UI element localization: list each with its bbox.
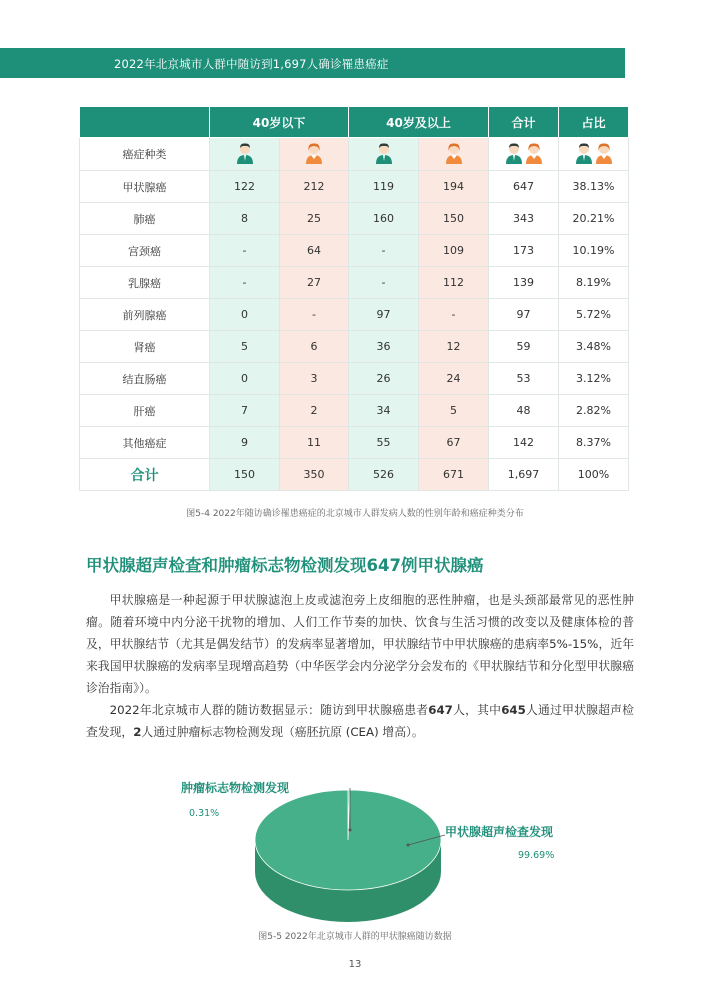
ratio-cell: 8.19% <box>559 267 629 299</box>
female-icon-cell <box>419 138 489 171</box>
male-over40-cell: 119 <box>349 171 419 203</box>
female-over40-cell: - <box>419 299 489 331</box>
female-over40-cell: 67 <box>419 427 489 459</box>
table-caption: 图5-4 2022年随访确诊罹患癌症的北京城市人群发病人数的性别年龄和癌症种类分布 <box>186 509 524 519</box>
male-icon-cell <box>349 138 419 171</box>
total-cell: 173 <box>489 235 559 267</box>
type-label: 癌症种类 <box>80 138 210 171</box>
male-under40-cell: 0 <box>210 363 280 395</box>
table-row <box>80 363 629 395</box>
ratio-cell: 5.72% <box>559 299 629 331</box>
male-under40-cell: 8 <box>210 203 280 235</box>
male-under40-cell: - <box>210 267 280 299</box>
total-cell: 48 <box>489 395 559 427</box>
ratio-cell: 2.82% <box>559 395 629 427</box>
male-over40-cell: - <box>349 235 419 267</box>
table-row <box>80 171 629 203</box>
icon-row <box>80 138 629 171</box>
cancer-type-cell: 前列腺癌 <box>80 299 210 331</box>
male-under40-cell: 7 <box>210 395 280 427</box>
female-over40-cell: 5 <box>419 395 489 427</box>
pie-label-marker: 肿瘤标志物检测发现 <box>181 781 290 795</box>
pie-label-ultrasound: 甲状腺超声检查发现 <box>445 825 554 839</box>
female-person-icon <box>304 142 324 167</box>
male-over40-cell: 97 <box>349 299 419 331</box>
pie-leader-dot-marker <box>349 829 352 832</box>
cancer-type-cell: 乳腺癌 <box>80 267 210 299</box>
ratio-cell: 100% <box>559 459 629 491</box>
page-number: 13 <box>348 959 362 970</box>
female-icon-cell <box>280 138 349 171</box>
female-over40-cell: 24 <box>419 363 489 395</box>
female-over40-cell: 671 <box>419 459 489 491</box>
para2-text: 人通过甲状腺超声检查发现， <box>86 703 634 739</box>
female-person-icon <box>594 142 614 167</box>
ratio-cell: 10.19% <box>559 235 629 267</box>
followup-paragraph <box>86 699 634 743</box>
pie-caption: 图5-5 2022年北京城市人群的甲状腺癌随访数据 <box>258 932 452 942</box>
male-over40-cell: - <box>349 267 419 299</box>
ratio-cell: 20.21% <box>559 203 629 235</box>
total-cell: 53 <box>489 363 559 395</box>
table-row <box>80 427 629 459</box>
total-cell: 1,697 <box>489 459 559 491</box>
male-under40-cell: 5 <box>210 331 280 363</box>
header-over40: 40岁及以上 <box>349 107 489 138</box>
female-under40-cell: 3 <box>280 363 349 395</box>
pie-value-marker: 0.31% <box>189 808 220 819</box>
total-row <box>80 459 629 491</box>
header-total: 合计 <box>489 107 559 138</box>
female-under40-cell: 11 <box>280 427 349 459</box>
total-cell: 139 <box>489 267 559 299</box>
total-icon-cell <box>489 138 559 171</box>
female-under40-cell: 350 <box>280 459 349 491</box>
header-title: 2022年北京城市人群中随访到1,697人确诊罹患癌症 <box>114 57 389 71</box>
header-blank-cell <box>80 107 210 138</box>
total-cell: 647 <box>489 171 559 203</box>
intro-paragraph: 甲状腺癌是一种起源于甲状腺滤泡上皮或滤泡旁上皮细胞的恶性肿瘤，也是头颈部最常见的恶性肿瘤。随着环境中内分泌干扰物的增加、人们工作节奏的加快、饮食与生活习惯的改变以及健康体检的普及，甲状腺结节（尤其是偶发结节）的发病率显著增加，甲状腺结节中甲状腺癌的患病率5%-15%，近年来我国甲状腺癌的发病率呈现增高趋势（中华医学会内分泌学分会发布的《甲状腺结节和分化型甲状腺癌诊治指南》）。 <box>86 593 634 695</box>
male-over40-cell: 55 <box>349 427 419 459</box>
pie-leader-dot-ultrasound <box>407 844 410 847</box>
female-under40-cell: 64 <box>280 235 349 267</box>
male-under40-cell: 9 <box>210 427 280 459</box>
male-over40-cell: 26 <box>349 363 419 395</box>
table-row <box>80 331 629 363</box>
cancer-type-cell: 合计 <box>80 459 210 491</box>
female-under40-cell: - <box>280 299 349 331</box>
male-over40-cell: 34 <box>349 395 419 427</box>
ratio-icon-cell <box>559 138 629 171</box>
cancer-type-cell: 肾癌 <box>80 331 210 363</box>
pie-chart <box>0 760 710 940</box>
female-person-icon <box>524 142 544 167</box>
female-under40-cell: 212 <box>280 171 349 203</box>
para2-text: 人，其中 <box>452 703 502 717</box>
male-under40-cell: 122 <box>210 171 280 203</box>
ratio-cell: 3.12% <box>559 363 629 395</box>
ratio-cell: 38.13% <box>559 171 629 203</box>
male-person-icon <box>574 142 594 167</box>
ratio-cell: 3.48% <box>559 331 629 363</box>
header-under40: 40岁以下 <box>210 107 349 138</box>
table-row <box>80 395 629 427</box>
male-over40-cell: 36 <box>349 331 419 363</box>
cancer-type-cell: 肝癌 <box>80 395 210 427</box>
table-row <box>80 299 629 331</box>
total-cell: 142 <box>489 427 559 459</box>
cancer-type-cell: 宫颈癌 <box>80 235 210 267</box>
cancer-type-cell: 其他癌症 <box>80 427 210 459</box>
total-cell: 97 <box>489 299 559 331</box>
section-title: 甲状腺超声检查和肿瘤标志物检测发现647例甲状腺癌 <box>86 556 484 575</box>
female-over40-cell: 109 <box>419 235 489 267</box>
cancer-distribution-table <box>79 106 629 491</box>
header-ratio: 占比 <box>559 107 629 138</box>
para2-count: 647 <box>428 703 453 717</box>
pie-value-ultrasound: 99.69% <box>518 850 555 861</box>
male-under40-cell: 0 <box>210 299 280 331</box>
male-icon-cell <box>210 138 280 171</box>
pie-slice-1 <box>255 790 441 890</box>
female-over40-cell: 194 <box>419 171 489 203</box>
male-person-icon <box>504 142 524 167</box>
ratio-cell: 8.37% <box>559 427 629 459</box>
female-over40-cell: 112 <box>419 267 489 299</box>
female-under40-cell: 2 <box>280 395 349 427</box>
para2-text: 人通过肿瘤标志物检测发现（癌胚抗原 (CEA) 增高）。 <box>141 725 424 739</box>
para2-ultrasound-count: 645 <box>501 703 526 717</box>
male-under40-cell: 150 <box>210 459 280 491</box>
para2-text: 2022年北京城市人群的随访数据显示：随访到甲状腺癌患者 <box>109 703 429 717</box>
table-row <box>80 267 629 299</box>
total-cell: 343 <box>489 203 559 235</box>
female-under40-cell: 6 <box>280 331 349 363</box>
total-cell: 59 <box>489 331 559 363</box>
male-under40-cell: - <box>210 235 280 267</box>
female-person-icon <box>444 142 464 167</box>
female-under40-cell: 25 <box>280 203 349 235</box>
female-under40-cell: 27 <box>280 267 349 299</box>
cancer-type-cell: 结直肠癌 <box>80 363 210 395</box>
male-over40-cell: 526 <box>349 459 419 491</box>
para2-marker-count: 2 <box>133 725 142 739</box>
female-over40-cell: 12 <box>419 331 489 363</box>
male-over40-cell: 160 <box>349 203 419 235</box>
table-row <box>80 203 629 235</box>
male-person-icon <box>235 142 255 167</box>
cancer-type-cell: 甲状腺癌 <box>80 171 210 203</box>
female-over40-cell: 150 <box>419 203 489 235</box>
table-row <box>80 235 629 267</box>
header-band <box>0 48 625 78</box>
male-person-icon <box>374 142 394 167</box>
cancer-type-cell: 肺癌 <box>80 203 210 235</box>
